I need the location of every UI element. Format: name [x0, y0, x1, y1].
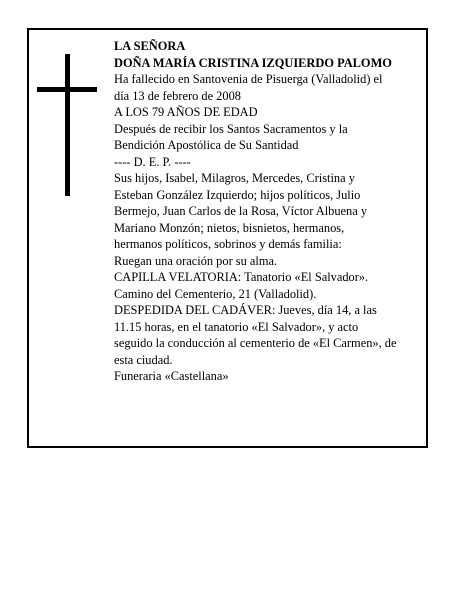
- chapel-line: CAPILLA VELATORIA: Tanatorio «El Salvador».: [114, 270, 369, 284]
- farewell-line: seguido la conducción al cementerio de «El Carmen», de: [114, 336, 397, 350]
- fallecido-line: Ha fallecido en Santovenia de Pisuerga (Valladolid) el: [114, 72, 383, 86]
- title-line-1: LA SEÑORA: [114, 39, 186, 53]
- family-line: Esteban González Izquierdo; hijos políticos, Julio: [114, 187, 361, 202]
- family-line: hermanos políticos, sobrinos y demás familia:: [114, 237, 342, 251]
- title-line-2: DOÑA MARÍA CRISTINA IZQUIERDO PALOMO: [114, 55, 392, 70]
- cross-vertical-bar: [65, 54, 70, 196]
- farewell-line: DESPEDIDA DEL CADÁVER: Jueves, día 14, a las: [114, 303, 377, 317]
- farewell-line: 11.15 horas, en el tanatorio «El Salvador», y acto: [114, 319, 359, 334]
- cross-horizontal-bar: [37, 87, 97, 92]
- prayer-line: Ruegan una oración por su alma.: [114, 253, 278, 268]
- family-line: Sus hijos, Isabel, Milagros, Mercedes, Cristina y: [114, 171, 355, 185]
- family-line: Mariano Monzón; nietos, bisnietos, hermanos,: [114, 220, 345, 235]
- family-line: Bermejo, Juan Carlos de la Rosa, Víctor Albuena y: [114, 204, 368, 218]
- funeral-home-line: Funeraria «Castellana»: [114, 369, 229, 383]
- chapel-line: Camino del Cementerio, 21 (Valladolid).: [114, 286, 317, 301]
- sacraments-line: Después de recibir los Santos Sacramentos y la: [114, 121, 348, 136]
- obituary-text: [114, 38, 430, 385]
- cross-icon: [37, 54, 97, 196]
- sacraments-line: Bendición Apostólica de Su Santidad: [114, 138, 299, 152]
- fallecido-line: día 13 de febrero de 2008: [114, 88, 241, 103]
- dep-line: ---- D. E. P. ----: [114, 154, 191, 169]
- farewell-line: esta ciudad.: [114, 352, 173, 367]
- age-line: A LOS 79 AÑOS DE EDAD: [114, 105, 258, 119]
